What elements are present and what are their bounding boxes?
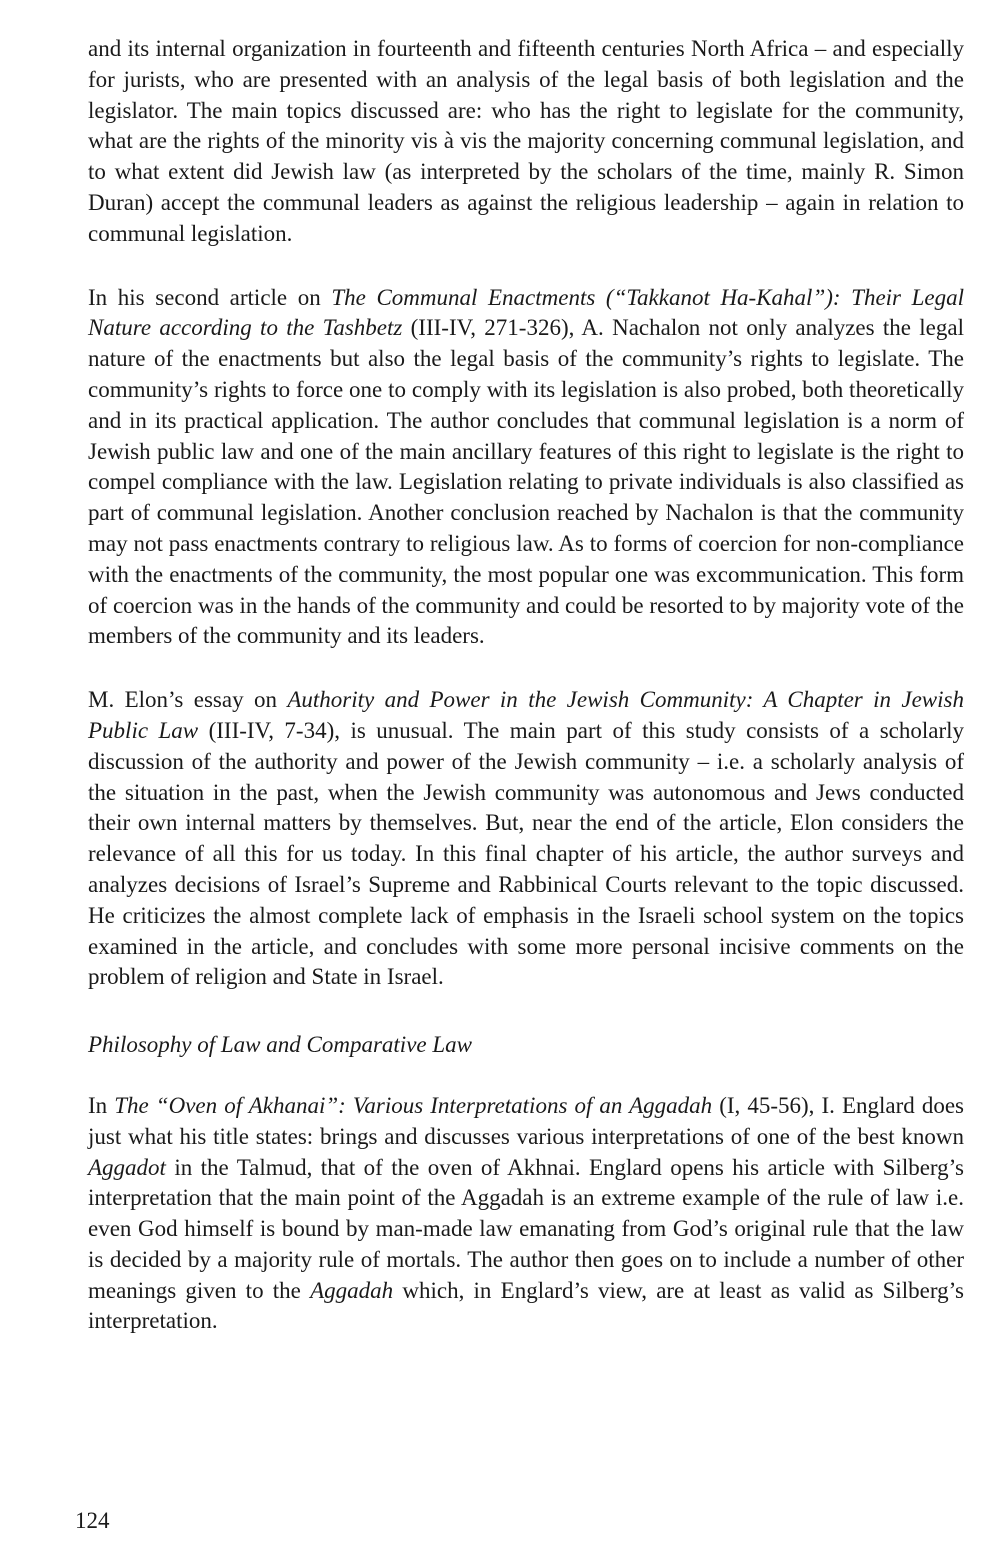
text-run: which, in Englard’s view, are at least as valid as Silberg’s interpretation. — [88, 1277, 964, 1334]
text-run: (I, 45-56), I. Englard does just what his title states: brings and discusses various interpretations of one of the best known — [88, 1092, 964, 1149]
page-body — [88, 34, 964, 1337]
paragraph-communal-enactments — [88, 283, 964, 653]
italic-title-run: The Communal Enactments (“Takkanot Ha-Kahal”): Their Legal Nature according to the Tashbetz — [88, 284, 964, 341]
text-run: In his second article on — [88, 284, 332, 310]
paragraph-oven-of-akhanai — [88, 1091, 964, 1337]
italic-title-run: Aggadah — [310, 1277, 394, 1303]
italic-title-run: Aggadot — [88, 1154, 166, 1180]
text-run: (III-IV, 271-326), A. Nachalon not only analyzes the legal nature of the enactments but also the legal basis of the community’s rights to legislate. The community’s rights to force one to comply with its legislation is also probed, both theoretically and in its practical application. The author concludes that communal legislation is a norm of Jewish public law and one of the main ancillary features of this right to legislate is the right to compel compliance with the law. Legislation relating to private individuals is also classified as part of communal legislation. Another conclusion reached by Nachalon is that the community may not pass enactments contrary to religious law. As to forms of coercion for non-compliance with the enactments of the community, the most popular one was excommunication. This form of coercion was in the hands of the community and could be resorted to by majority vote of the members of the community and its leaders. — [88, 315, 964, 649]
text-run: in the Talmud, that of the oven of Akhnai. Englard opens his article with Silberg’s interpretation that the main point of the Aggadah is an extreme example of the rule of law i.e. even God himself is bound by man-made law emanating from God’s original rule that the law is decided by a majority rule of mortals. The author then goes on to include a number of other meanings given to the — [88, 1154, 964, 1303]
paragraph-legislation-analysis — [88, 34, 964, 250]
text-run: (III-IV, 7-34), is unusual. The main part of this study consists of a scholarly discussion of the authority and power of the Jewish community – i.e. a scholarly analysis of the situation in the past, when the Jewish community was autonomous and Jews conducted their own internal matters by themselves. But, near the end of the article, Elon considers the relevance of all this for us today. In this final chapter of his article, the author surveys and analyzes decisions of Israel’s Supreme and Rabbinical Courts relevant to the topic discussed. He criticizes the almost complete lack of emphasis in the Israeli school system on the topics examined in the article, and concludes with some more personal incisive comments on the problem of religion and State in Israel. — [88, 717, 964, 990]
text-run: In — [88, 1092, 115, 1118]
italic-title-run: The “Oven of Akhanai”: Various Interpretations of an Aggadah — [114, 1092, 713, 1118]
text-run: M. Elon’s essay on — [88, 687, 288, 713]
paragraph-authority-and-power — [88, 685, 964, 993]
text-run: and its internal organization in fourteenth and fifteenth centuries North Africa – and especially for jurists, who are presented with an analysis of the legal basis of both legislation and the legislator. The main topics discussed are: who has the right to legislate for the community, what are the rights of the minority vis à vis the majority concerning communal legislation, and to what extent did Jewish law (as interpreted by the scholars of the time, mainly R. Simon Duran) accept the communal leaders as against the religious leadership – again in relation to communal legislation. — [88, 36, 964, 246]
page-number: 124 — [75, 1508, 110, 1533]
section-heading: Philosophy of Law and Comparative Law — [88, 1032, 472, 1058]
italic-title-run: Authority and Power in the Jewish Community: A Chapter in Jewish Public Law — [88, 687, 964, 743]
